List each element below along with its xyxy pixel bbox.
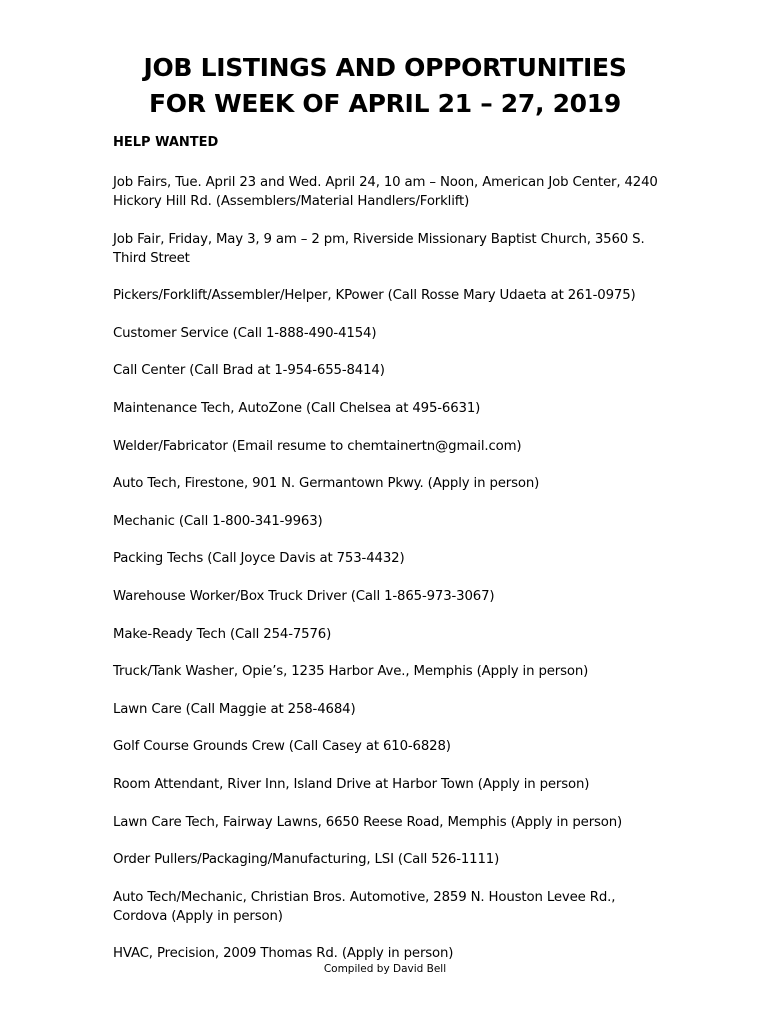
job-listing: Call Center (Call Brad at 1-954-655-8414): [113, 363, 385, 379]
job-listing: Golf Course Grounds Crew (Call Casey at 610-6828): [113, 739, 451, 755]
job-listings: [113, 173, 673, 982]
job-listing: Pickers/Forklift/Assembler/Helper, KPower (Call Rosse Mary Udaeta at 261-0975): [113, 288, 636, 304]
job-listing: Job Fair, Friday, May 3, 9 am – 2 pm, Riverside Missionary Baptist Church, 3560 S. Third Street: [113, 231, 645, 266]
job-listing: Order Pullers/Packaging/Manufacturing, LSI (Call 526-1111): [113, 852, 500, 868]
job-listing: Auto Tech/Mechanic, Christian Bros. Automotive, 2859 N. Houston Levee Rd., Cordova (Apply in person): [113, 889, 616, 924]
job-listing: Lawn Care Tech, Fairway Lawns, 6650 Reese Road, Memphis (Apply in person): [113, 814, 623, 830]
job-listing: Auto Tech, Firestone, 901 N. Germantown Pkwy. (Apply in person): [113, 476, 540, 492]
title-line-1: JOB LISTINGS AND OPPORTUNITIES: [143, 53, 627, 82]
job-listing: Maintenance Tech, AutoZone (Call Chelsea at 495-6631): [113, 400, 481, 416]
job-listing: Make-Ready Tech (Call 254-7576): [113, 626, 332, 642]
compiled-by-footer: Compiled by David Bell: [323, 963, 447, 975]
section-heading-help-wanted: HELP WANTED: [113, 135, 219, 150]
job-listing: Lawn Care (Call Maggie at 258-4684): [113, 701, 356, 717]
job-listing: Customer Service (Call 1-888-490-4154): [113, 325, 377, 341]
job-listing: Mechanic (Call 1-800-341-9963): [113, 513, 323, 529]
job-listing: Truck/Tank Washer, Opie’s, 1235 Harbor Ave., Memphis (Apply in person): [113, 664, 589, 680]
job-listing: Warehouse Worker/Box Truck Driver (Call 1-865-973-3067): [113, 588, 495, 604]
job-listing: HVAC, Precision, 2009 Thomas Rd. (Apply in person): [113, 946, 454, 962]
job-listing: Job Fairs, Tue. April 23 and Wed. April 24, 10 am – Noon, American Job Center, 4240 Hickory Hill Rd. (Assemblers/Material Handlers/Forklift): [113, 175, 658, 209]
job-listing: Packing Techs (Call Joyce Davis at 753-4432): [113, 551, 405, 567]
title-line-2: FOR WEEK OF APRIL 21 – 27, 2019: [149, 89, 621, 118]
job-listing: Room Attendant, River Inn, Island Drive at Harbor Town (Apply in person): [113, 776, 590, 792]
page-title: [0, 50, 770, 122]
job-listing: Welder/Fabricator (Email resume to chemtainertn@gmail.com): [113, 438, 522, 454]
